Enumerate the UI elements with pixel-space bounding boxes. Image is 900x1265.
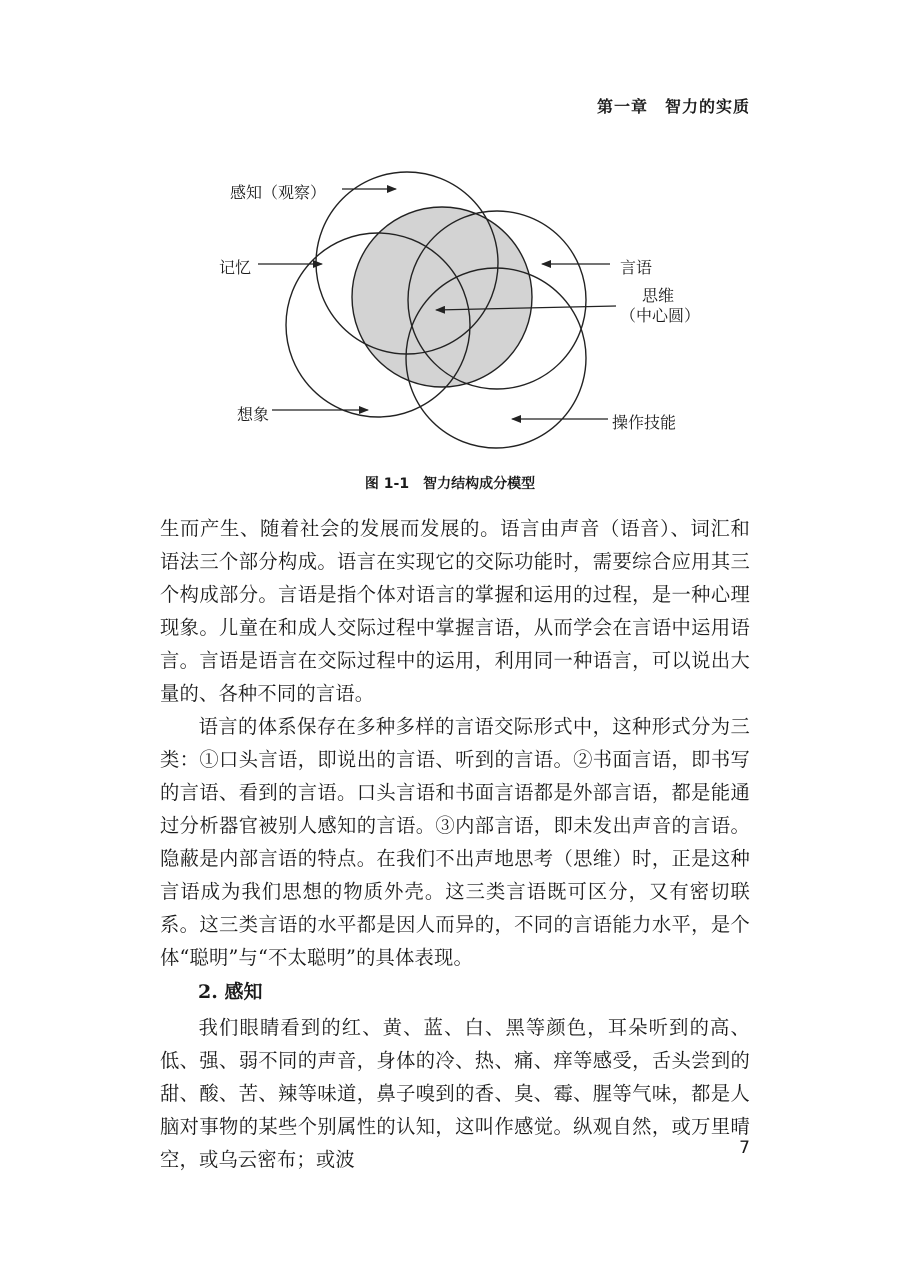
running-header: 第一章 智力的实质: [596, 97, 750, 116]
intelligence-structure-figure: [0, 160, 900, 460]
figure-caption: 图 1-1 智力结构成分模型: [364, 476, 536, 492]
label-thinking: 思维: [642, 286, 675, 305]
label-operation: 操作技能: [612, 413, 677, 432]
section-heading: 2. 感知: [198, 981, 263, 1003]
label-memory: 记忆: [219, 258, 252, 277]
venn-diagram: [0, 160, 900, 460]
paragraph-1: 生而产生、随着社会的发展而发展的。语言由声音（语音）、词汇和语法三个部分构成。语言在实现它的交际功能时，需要综合应用其三个构成部分。言语是指个体对语言的掌握和运用的过程，是一种心理现象。儿童在和成人交际过程中掌握言语，从而学会在言语中运用语言。言语是语言在交际过程中的运用，利用同一种语言，可以说出大量的、各种不同的言语。: [160, 517, 750, 705]
label-thinking-center: （中心圆）: [620, 306, 701, 325]
paragraph-3: 我们眼睛看到的红、黄、蓝、白、黑等颜色，耳朵听到的高、低、强、弱不同的声音，身体的冷、热、痛、痒等感受，舌头尝到的甜、酸、苦、辣等味道，鼻子嗅到的香、臭、霉、腥等气味，都是人脑对事物的某些个别属性的认知，这叫作感觉。纵观自然，或万里晴空，或乌云密布；或波: [160, 1016, 750, 1171]
label-perception: 感知（观察）: [230, 183, 327, 202]
thinking-circle: [352, 207, 532, 387]
paragraph-2: 语言的体系保存在多种多样的言语交际形式中，这种形式分为三类：①口头言语，即说出的言语、听到的言语。②书面言语，即书写的言语、看到的言语。口头言语和书面言语都是外部言语，都是能通过分析器官被别人感知的言语。③内部言语，即未发出声音的言语。隐蔽是内部言语的特点。在我们不出声地思考（思维）时，正是这种言语成为我们思想的物质外壳。这三类言语既可区分，又有密切联系。这三类言语的水平都是因人而异的，不同的言语能力水平，是个体“聪明”与“不太聪明”的具体表现。: [160, 715, 750, 969]
label-speech: 言语: [620, 258, 653, 277]
page-number: 7: [739, 1138, 750, 1158]
label-imagination: 想象: [237, 405, 270, 424]
body-text: [160, 512, 750, 1176]
